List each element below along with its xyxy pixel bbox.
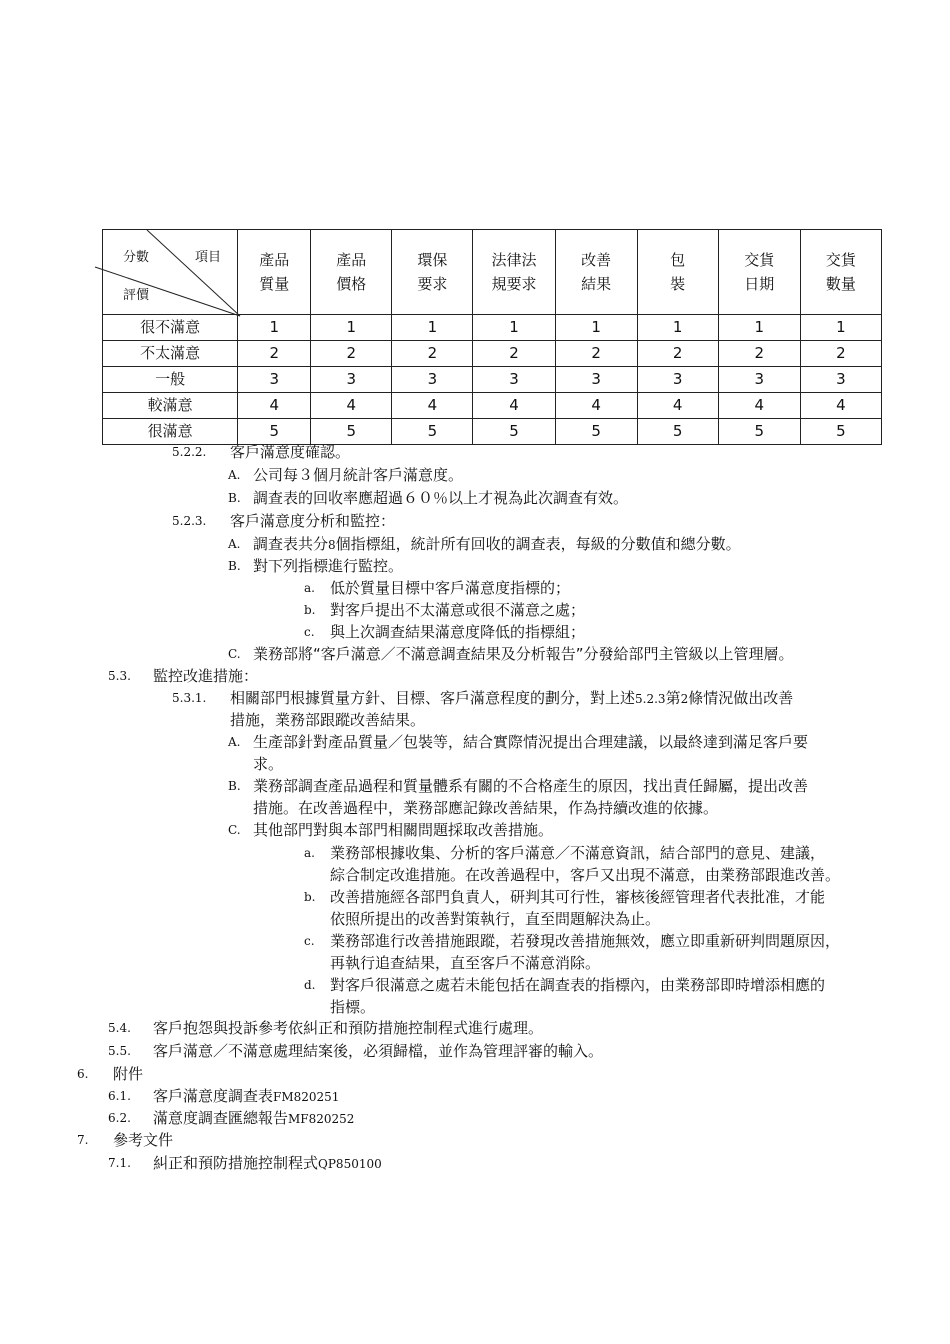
section-text: 措施，業務部跟蹤改善結果。 bbox=[230, 711, 426, 729]
section-text: 依照所提出的改善對策執行，直至問題解決為止。 bbox=[330, 910, 661, 928]
section-number: a. bbox=[304, 581, 315, 595]
section-text: 客戶抱怨與投訴參考依糾正和預防措施控制程式進行處理。 bbox=[153, 1019, 544, 1037]
column-header: 法律法 規要求 bbox=[473, 230, 555, 315]
section-text: 參考文件 bbox=[113, 1131, 174, 1149]
table-row bbox=[103, 393, 882, 419]
table-corner-cell bbox=[103, 230, 238, 315]
column-header: 交貨 日期 bbox=[718, 230, 800, 315]
section-text: 滿意度調查匯總報告MF820252 bbox=[153, 1109, 355, 1127]
section-text: 改善措施經各部門負責人，研判其可行性，審核後經管理者代表批准，才能 bbox=[330, 888, 826, 906]
score-cell: 1 bbox=[392, 315, 473, 341]
section-text: 綜合制定改進措施。在改善過程中，客戶又出現不滿意，由業務部跟進改善。 bbox=[330, 866, 841, 884]
score-cell: 3 bbox=[637, 367, 718, 393]
section-text: 與上次調查結果滿意度降低的指標組； bbox=[330, 623, 586, 641]
section-number: A. bbox=[228, 537, 241, 551]
section-number: 7.1. bbox=[108, 1156, 131, 1170]
section-text: 糾正和預防措施控制程式QP850100 bbox=[153, 1154, 382, 1172]
section-text: 對下列指標進行監控。 bbox=[253, 557, 404, 575]
score-cell: 2 bbox=[473, 341, 555, 367]
table-header-row bbox=[103, 230, 882, 315]
corner-label-item: 項目 bbox=[195, 250, 222, 265]
section-text: 指標。 bbox=[330, 998, 376, 1016]
section-number: A. bbox=[228, 735, 241, 749]
table-row bbox=[103, 419, 882, 445]
section-number: c. bbox=[304, 934, 315, 948]
section-number: a. bbox=[304, 846, 315, 860]
score-cell: 4 bbox=[800, 393, 881, 419]
score-cell: 4 bbox=[637, 393, 718, 419]
section-number: B. bbox=[228, 779, 241, 793]
section-number: 5.4. bbox=[108, 1021, 131, 1035]
section-text: 客戶滿意／不滿意處理結案後，必須歸檔，並作為管理評審的輸入。 bbox=[153, 1042, 604, 1060]
row-label: 一般 bbox=[103, 367, 238, 393]
score-cell: 1 bbox=[238, 315, 311, 341]
section-text: 求。 bbox=[253, 755, 284, 773]
section-text: 其他部門對與本部門相關問題採取改善措施。 bbox=[253, 821, 554, 839]
section-text: 生產部針對產品質量／包裝等，結合實際情況提出合理建議，以最終達到滿足客戶要 bbox=[253, 733, 809, 751]
section-text: 措施。在改善過程中，業務部應記錄改善結果，作為持續改進的依據。 bbox=[253, 799, 719, 817]
score-cell: 5 bbox=[392, 419, 473, 445]
score-cell: 5 bbox=[555, 419, 637, 445]
score-cell: 5 bbox=[718, 419, 800, 445]
row-label: 很不滿意 bbox=[103, 315, 238, 341]
section-number: B. bbox=[228, 491, 241, 505]
section-number: 5.5. bbox=[108, 1044, 131, 1058]
score-cell: 3 bbox=[473, 367, 555, 393]
column-header: 改善 結果 bbox=[555, 230, 637, 315]
section-number: C. bbox=[228, 647, 241, 661]
section-text: 附件 bbox=[113, 1065, 144, 1083]
section-text: 再執行追查結果，直至客戶不滿意消除。 bbox=[330, 954, 601, 972]
score-cell: 2 bbox=[637, 341, 718, 367]
section-text: 低於質量目標中客戶滿意度指標的； bbox=[330, 579, 571, 597]
score-cell: 5 bbox=[473, 419, 555, 445]
score-cell: 3 bbox=[800, 367, 881, 393]
section-text: 客戶滿意度確認。 bbox=[230, 443, 351, 461]
table-row bbox=[103, 341, 882, 367]
score-cell: 1 bbox=[311, 315, 392, 341]
score-cell: 4 bbox=[555, 393, 637, 419]
score-cell: 4 bbox=[718, 393, 800, 419]
score-cell: 2 bbox=[311, 341, 392, 367]
section-number: 5.3.1. bbox=[172, 691, 207, 705]
section-text: 對客戶提出不太滿意或很不滿意之處； bbox=[330, 601, 586, 619]
section-number: 5.2.2. bbox=[172, 445, 207, 459]
column-header: 產品 價格 bbox=[311, 230, 392, 315]
section-number: b. bbox=[304, 603, 316, 617]
score-cell: 2 bbox=[800, 341, 881, 367]
score-cell: 3 bbox=[555, 367, 637, 393]
column-header: 產品 質量 bbox=[238, 230, 311, 315]
score-cell: 2 bbox=[555, 341, 637, 367]
column-header: 環保 要求 bbox=[392, 230, 473, 315]
section-text: 相關部門根據質量方針、目標、客戶滿意程度的劃分，對上述5.2.3第2條情況做出改善 bbox=[230, 689, 794, 707]
section-number: A. bbox=[228, 468, 241, 482]
section-number: c. bbox=[304, 625, 315, 639]
row-label: 不太滿意 bbox=[103, 341, 238, 367]
score-cell: 3 bbox=[718, 367, 800, 393]
score-cell: 3 bbox=[392, 367, 473, 393]
score-cell: 1 bbox=[473, 315, 555, 341]
section-text: 客戶滿意度分析和監控： bbox=[230, 512, 396, 530]
section-text: 業務部調查產品過程和質量體系有關的不合格產生的原因，找出責任歸屬，提出改善 bbox=[253, 777, 809, 795]
rating-table bbox=[102, 229, 882, 445]
section-number: b. bbox=[304, 890, 316, 904]
section-text: 公司每３個月統計客戶滿意度。 bbox=[253, 466, 464, 484]
score-cell: 2 bbox=[718, 341, 800, 367]
section-number: 5.3. bbox=[108, 669, 131, 683]
section-number: C. bbox=[228, 823, 241, 837]
score-cell: 1 bbox=[555, 315, 637, 341]
score-cell: 1 bbox=[800, 315, 881, 341]
score-cell: 4 bbox=[238, 393, 311, 419]
section-text: 客戶滿意度調查表FM820251 bbox=[153, 1087, 340, 1105]
column-header: 交貨 數量 bbox=[800, 230, 881, 315]
corner-label-rating: 評價 bbox=[123, 288, 150, 303]
score-cell: 4 bbox=[311, 393, 392, 419]
table-row bbox=[103, 315, 882, 341]
section-number: 6. bbox=[77, 1067, 89, 1081]
score-cell: 4 bbox=[392, 393, 473, 419]
score-cell: 3 bbox=[238, 367, 311, 393]
score-cell: 1 bbox=[718, 315, 800, 341]
score-cell: 2 bbox=[392, 341, 473, 367]
row-label: 很滿意 bbox=[103, 419, 238, 445]
score-cell: 4 bbox=[473, 393, 555, 419]
section-number: 5.2.3. bbox=[172, 514, 207, 528]
section-number: B. bbox=[228, 559, 241, 573]
diagonal-divider bbox=[95, 230, 245, 316]
row-label: 較滿意 bbox=[103, 393, 238, 419]
section-text: 調查表共分8個指標組，統計所有回收的調查表，每級的分數值和總分數。 bbox=[253, 535, 741, 553]
corner-label-score: 分數 bbox=[123, 250, 150, 265]
score-cell: 2 bbox=[238, 341, 311, 367]
section-text: 調查表的回收率應超過６０％以上才視為此次調查有效。 bbox=[253, 489, 629, 507]
section-number: 6.2. bbox=[108, 1111, 131, 1125]
section-text: 業務部根據收集、分析的客戶滿意／不滿意資訊，結合部門的意見、建議， bbox=[330, 844, 826, 862]
score-cell: 3 bbox=[311, 367, 392, 393]
table-row bbox=[103, 367, 882, 393]
section-number: d. bbox=[304, 978, 316, 992]
section-number: 6.1. bbox=[108, 1089, 131, 1103]
section-text: 業務部將“客戶滿意／不滿意調查結果及分析報告”分發給部門主管級以上管理層。 bbox=[253, 645, 794, 663]
score-cell: 5 bbox=[238, 419, 311, 445]
section-text: 監控改進措施： bbox=[153, 667, 259, 685]
score-cell: 5 bbox=[311, 419, 392, 445]
score-cell: 5 bbox=[800, 419, 881, 445]
section-text: 業務部進行改善措施跟蹤，若發現改善措施無效，應立即重新研判問題原因， bbox=[330, 932, 841, 950]
column-header: 包 裝 bbox=[637, 230, 718, 315]
section-text: 對客戶很滿意之處若未能包括在調查表的指標內，由業務部即時增添相應的 bbox=[330, 976, 826, 994]
score-cell: 5 bbox=[637, 419, 718, 445]
score-cell: 1 bbox=[637, 315, 718, 341]
section-number: 7. bbox=[77, 1133, 89, 1147]
